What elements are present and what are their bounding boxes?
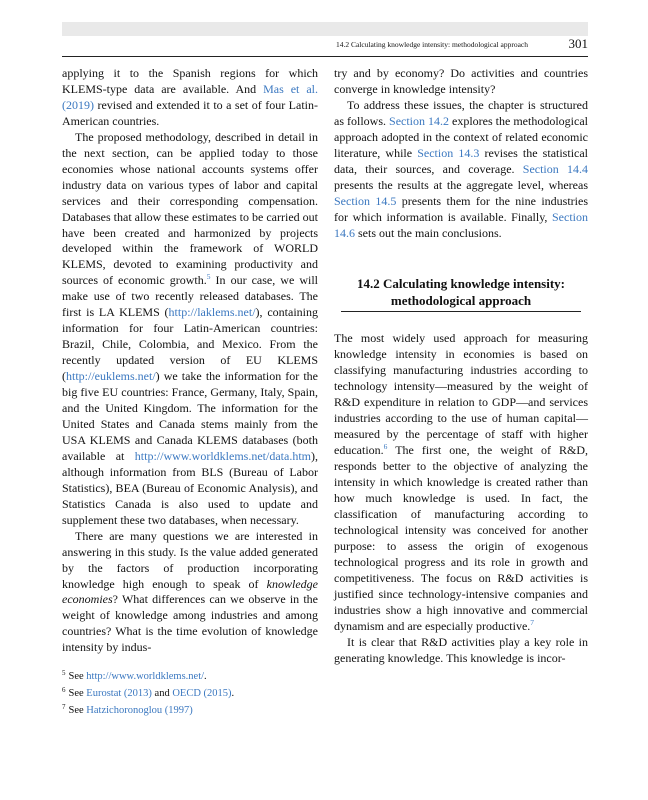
url-link[interactable]: http://www.worldklems.net/ [86, 671, 205, 682]
paragraph: To address these issues, the chapter is structured as follows. Section 14.2 explores the methodological approach adopted in the context of related economic literature, while Section 14.3 revises the statistical data, their sources, and coverage. Section 14.4 presents the results at the aggregate level, whereas Section 14.5 presents them for the nine industries for which information is available. Finally, Section 14.6 sets out the main conclusions. [334, 97, 589, 240]
right-column [334, 66, 588, 667]
citation-link[interactable]: OECD (2015) [172, 688, 232, 699]
url-link[interactable]: http://www.worldklems.net/data.htm [134, 448, 311, 463]
paragraph: The most widely used approach for measuring knowledge intensity in economies is based on classifying manufacturing industries according to technology intensity—measured by the weight of R&D expenditure in relation to GDP—and services industries according to the use of human capital—measured by the percentage of staff with higher education.$^6$ The first one, the weight of R&D, responds better to the objective of analyzing the intensity in which knowledge is created rather than how much knowledge is used. In fact, the classification of manufacturing according to technological intensity was conceived for another purpose: to assess the origin of exogenous technological progress and its role in growth and competitiveness. The focus on R&D activities is justified since technology-intensive companies and industries show a high innovative and commercial dynamism and are especially productive.$^7$ [334, 331, 588, 633]
citation-link[interactable]: Eurostat (2013) [86, 688, 152, 699]
paragraph: The proposed methodology, described in detail in the next section, can be applied today to those economies whose national accounts systems offer industry data on various types of labor and capital services and their corresponding compensation. Databases that allow these estimates to be carried out have been created and harmonized by projects developed within the framework of WORLD KLEMS, devoted to examining productivity and sources of economic growth.$^5$ In our case, we will make use of two recently released databases. The first is LA KLEMS (http://laklems.net/), containing information for four Latin-American countries: Brazil, Chile, Colombia, and Mexico. From the recently updated version of EU KLEMS (http://euklems.net/) we take the information for the big five EU countries: France, Germany, Italy, Spain, and the United Kingdom. The information for the United States and Canada stems mainly from the USA KLEMS and Canada KLEMS databases (both available at http://www.worldklems.net/data.htm), although information from BLS (Bureau of Labor Statistics), BEA (Bureau of Economic Analysis), and Statistics Canada is also used to update and supplement these two databases, when necessary. [62, 129, 318, 527]
running-head [62, 36, 588, 57]
running-title: 14.2 Calculating knowledge intensity: methodological approach [335, 40, 528, 49]
section-heading [334, 275, 588, 312]
url-link[interactable]: http://euklems.net/ [66, 369, 156, 384]
footnote-ref[interactable]: 5 [206, 272, 211, 282]
section-link[interactable]: Section 14.2 [389, 113, 450, 128]
paragraph: try and by economy? Do activities and countries converge in knowledge intensity? [334, 66, 588, 96]
section-link[interactable]: Section 14.3 [417, 145, 480, 160]
paragraph: applying it to the Spanish regions for which KLEMS-type data are available. And Mas et al. (2019) revised and extended it to a set of four Latin-American countries. [62, 66, 318, 128]
footnotes [62, 668, 362, 719]
section-link[interactable]: Section 14.4 [522, 161, 588, 176]
left-column [62, 66, 318, 656]
footnote: $^5$ See http://www.worldklems.net/. [62, 668, 207, 682]
section-heading-text: 14.2 Calculating knowledge intensity: methodological approach [341, 275, 581, 312]
footnote: $^7$ See Hatzichoronoglou (1997) [62, 702, 193, 716]
footnote-ref[interactable]: 7 [530, 617, 535, 627]
citation-link[interactable]: Mas et al. (2019) [62, 81, 318, 112]
footnote: $^6$ See Eurostat (2013) and OECD (2015). [62, 685, 235, 699]
citation-link[interactable]: Hatzichoronoglou (1997) [86, 705, 193, 716]
url-link[interactable]: http://laklems.net/ [168, 305, 256, 320]
footnote-ref[interactable]: 6 [383, 442, 388, 452]
page-number: 301 [568, 36, 588, 51]
paragraph: It is clear that R&D activities play a key role in generating knowledge. This knowledge is incor- [334, 634, 588, 665]
paragraph: There are many questions we are interested in answering in this study. Is the value added generated by the factors of production incorporating knowledge high enough to speak of knowledge economies? What differences can we observe in the weight of knowledge among industries and among countries? What is the time evolution of knowledge intensity by indus- [62, 528, 318, 655]
header-bar [62, 22, 588, 36]
section-link[interactable]: Section 14.6 [334, 209, 588, 240]
section-link[interactable]: Section 14.5 [334, 193, 397, 208]
